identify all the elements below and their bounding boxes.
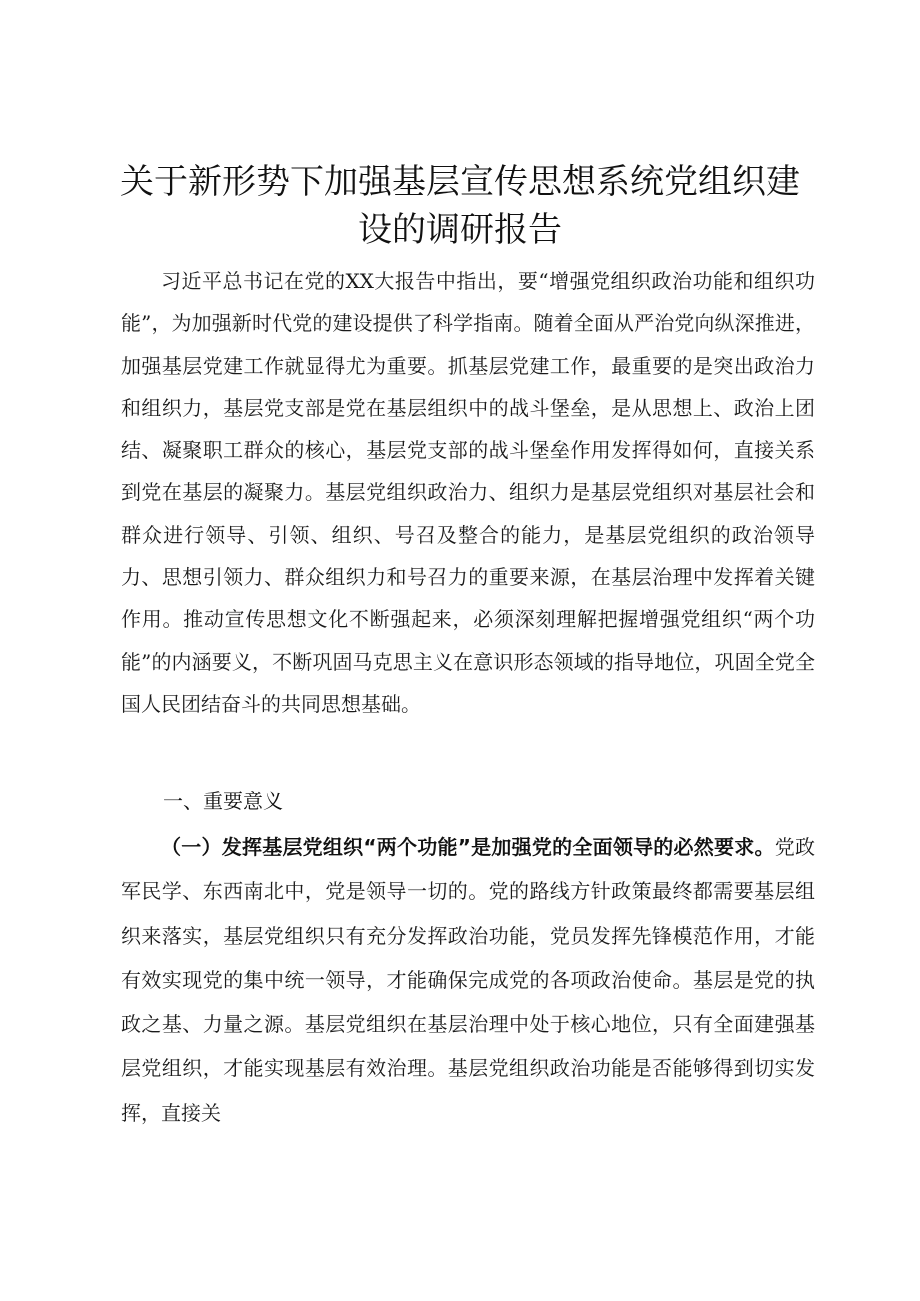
subsection-body-text: 党政军民学、东西南北中，党是领导一切的。党的路线方针政策最终都需要基层组织来落实，基层党组织只有充分发挥政治功能，党员发挥先锋模范作用，才能有效实现党的集中统一领导，才能确保完成党的各项政治使命。基层是党的执政之基、力量之源。基层党组织在基层治理中处于核心地位，只有全面建强基层党组织，才能实现基层有效治理。基层党组织政治功能是否能够得到切实发挥，直接关 [121,835,816,1125]
section-heading-significance: 一、重要意义 [163,789,283,813]
document-title [100,158,820,254]
intro-paragraph: 习近平总书记在党的XX大报告中指出，要“增强党组织政治功能和组织功能”，为加强新时代党的建设提供了科学指南。随着全面从严治党向纵深推进，加强基层党建工作就显得尤为重要。抓基层党建工作，最重要的是突出政治力和组织力，基层党支部是党在基层组织中的战斗堡垒，是从思想上、政治上团结、凝聚职工群众的核心，基层党支部的战斗堡垒作用发挥得如何，直接关系到党在基层的凝聚力。基层党组织政治力、组织力是基层党组织对基层社会和群众进行领导、引领、组织、号召及整合的能力，是基层党组织的政治领导力、思想引领力、群众组织力和号召力的重要来源，在基层治理中发挥着关键作用。推动宣传思想文化不断强起来，必须深刻理解把握增强党组织“两个功能”的内涵要义，不断巩固马克思主义在意识形态领域的指导地位，巩固全党全国人民团结奋斗的共同思想基础。 [121,269,815,716]
subsection-paragraph-1 [121,825,815,1135]
document-title-line-2: 设的调研报告 [358,210,562,250]
subsection-lead-heading: （一）发挥基层党组织“两个功能”是加强党的全面领导的必然要求。 [161,835,775,859]
document-title-line-1: 关于新形势下加强基层宣传思想系统党组织建 [120,162,800,202]
